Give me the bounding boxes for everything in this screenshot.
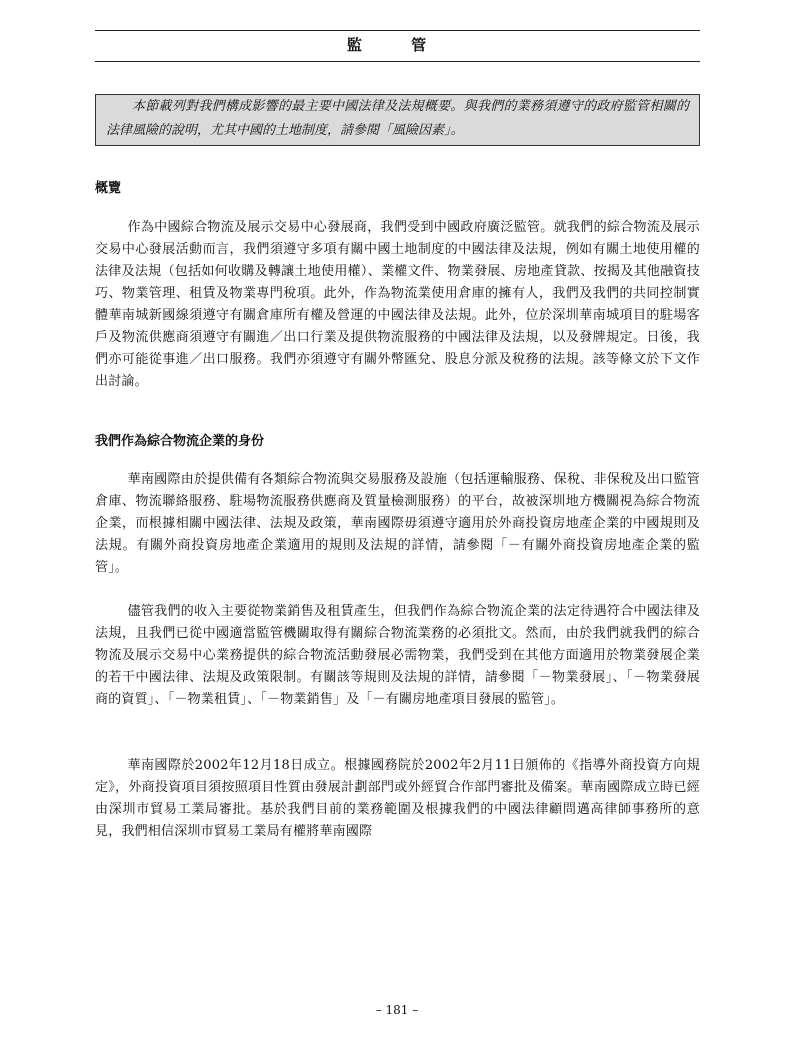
summary-box xyxy=(95,94,700,146)
paragraph-logistics-3: 華南國際於2002年12月18日成立。根據國務院於2002年2月11日頒佈的《指導外商投資方向規定》，外商投資項目須按照項目性質由發展計劃部門或外經貿合作部門審批及備案。華南國際成立時已經由深圳市貿易工業局審批。基於我們目前的業務範圍及根據我們的中國法律顧問邁高律師事務所的意見，我們相信深圳市貿易工業局有權將華南國際 xyxy=(95,758,700,839)
section-heading-overview: 概覽 xyxy=(95,181,122,196)
page-title: 監 管 xyxy=(346,36,449,54)
header-bottom-rule xyxy=(95,61,700,62)
section-heading-logistics-status: 我們作為綜合物流企業的身份 xyxy=(95,434,265,449)
paragraph-overview: 作為中國綜合物流及展示交易中心發展商，我們受到中國政府廣泛監管。就我們的綜合物流及展示交易中心發展活動而言，我們須遵守多項有關中國土地制度的中國法律及法規，例如有關土地使用權的法律及法規（包括如何收購及轉讓土地使用權）、業權文件、物業發展、房地產貸款、按揭及其他融資技巧、物業管理、租賃及物業專門稅項。此外，作為物流業使用倉庫的擁有人，我們及我們的共同控制實體華南城新國線須遵守有關倉庫所有權及營運的中國法律及法規。此外，位於深圳華南城項目的駐場客戶及物流供應商須遵守有關進／出口行業及提供物流服務的中國法律及法規，以及發牌規定。日後，我們亦可能從事進／出口服務。我們亦須遵守有關外幣匯兌、股息分派及稅務的法規。該等條文於下文作出討論。 xyxy=(95,220,700,389)
paragraph-logistics-2: 儘管我們的收入主要從物業銷售及租賃產生，但我們作為綜合物流企業的法定待遇符合中國法律及法規，且我們已從中國適當監管機關取得有關綜合物流業務的必須批文。然而，由於我們就我們的綜合物流及展示交易中心業務提供的綜合物流活動發展必需物業，我們受到在其他方面適用於物業發展企業的若干中國法律、法規及政策限制。有關該等規則及法規的詳情，請參閱「－物業發展」、「－物業發展商的資質」、「－物業租賃」、「－物業銷售」及「－有關房地產項目發展的監管」。 xyxy=(95,604,700,707)
header-top-rule xyxy=(95,30,700,31)
page-number: – 181 – xyxy=(375,1003,419,1017)
paragraph-logistics-1: 華南國際由於提供備有各類綜合物流與交易服務及設施（包括運輸服務、保稅、非保稅及出口監管倉庫、物流聯絡服務、駐場物流服務供應商及質量檢測服務）的平台，故被深圳地方機關視為綜合物流企業，而根據相關中國法律、法規及政策，華南國際毋須遵守適用於外商投資房地產企業的中國規則及法規。有關外商投資房地產企業適用的規則及法規的詳情，請參閱「－有關外商投資房地產企業的監管」。 xyxy=(95,472,700,575)
summary-text: 本節載列對我們構成影響的最主要中國法律及法規概要。與我們的業務須遵守的政府監管相關的法律風險的說明，尤其中國的土地制度，請參閱「風險因素」。 xyxy=(106,99,689,138)
